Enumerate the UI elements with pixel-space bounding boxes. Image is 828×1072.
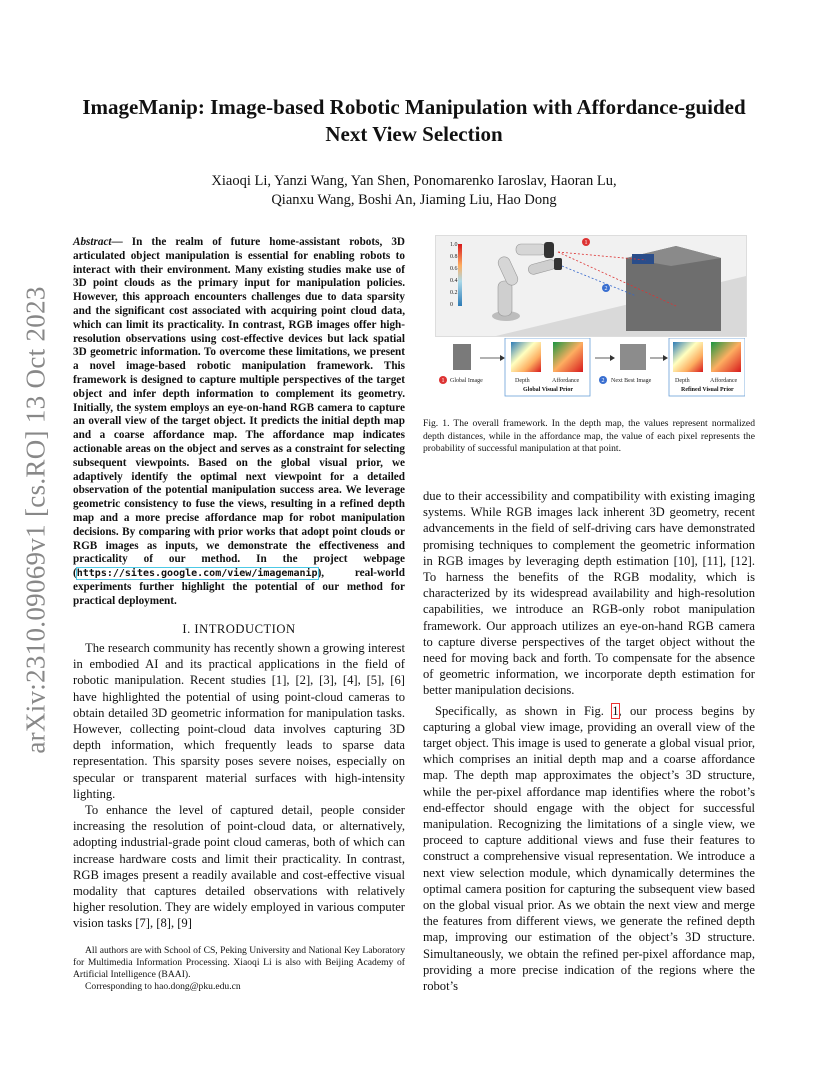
svg-text:2: 2 <box>601 378 605 384</box>
global-depth-map <box>511 342 541 372</box>
figure-1 <box>423 233 755 403</box>
refined-affordance-map <box>711 342 741 372</box>
label-depth-refined: Depth <box>675 378 690 384</box>
svg-text:2: 2 <box>604 286 608 292</box>
colorbar-tick: 1.0 <box>450 242 458 248</box>
cabinet-icon <box>626 246 721 331</box>
footnote <box>73 945 405 993</box>
label-refined-prior: Refined Visual Prior <box>681 387 734 393</box>
label-next-image: Next Best Image <box>611 378 652 384</box>
colorbar-tick: 0 <box>450 302 453 308</box>
global-affordance-map <box>553 342 583 372</box>
abstract-label: Abstract <box>73 236 112 248</box>
abstract <box>73 236 405 609</box>
right-paragraph-2 <box>423 703 755 995</box>
figure-caption: Fig. 1. The overall framework. In the depth map, the values represent normalized depth distances, while in the affordance map, the value of each pixel represents the probability of successful manipulation at that point. <box>423 418 755 454</box>
global-image-thumb <box>453 344 471 370</box>
pipeline-row <box>435 338 745 400</box>
next-image-thumb <box>620 344 646 370</box>
label-affordance-refined: Affordance <box>710 378 738 384</box>
abstract-text: — In the realm of future home-assistant robots, 3D articulated object manipulation is essential for enabling robots to interact with their environment. Many existing studies make use of 3D point clouds as the primary input for manipulation policies. However, this approach encounters challenges due to data sparsity and the significant cost associated with acquiring point cloud data, which can limit its practicality. In contrast, RGB images offer high-resolution observations using cost-effective devices but lack spatial 3D geometric information. To overcome these limitations, we present a novel image-based robotic manipulation framework. This framework is designed to capture multiple perspectives of the target object and infer depth information to complement its geometry. Initially, the system employs an eye-on-hand RGB camera to capture an overall view of the target object. It predicts the initial depth map and a coarse affordance map. The affordance map indicates actionable areas on the object and serves as a constraint for selecting subsequent viewpoints. Based on the global visual prior, we adaptively identify the optimal next viewpoint for a detailed observation of the potential manipulation success area. We leverage geometric consistency to fuse the views, resulting in a refined depth map and a more precise affordance map for robot manipulation decisions. By comparing with prior works that adopt point clouds or RGB images as inputs, we demonstrate the effectiveness and practicality of our method. In the project webpage ( <box>73 236 405 580</box>
label-global-image: Global Image <box>450 378 483 384</box>
right-p2-rest: , our process begins by capturing a global view image, providing an overall view of the target object. This image is used to generate a global visual prior, which comprises an initial depth map and a coarse affordance map. The depth map approximates the object’s 3D structure, while the per-pixel affordance map identifies where the robot’s end-effector should engage with the object for successful manipulation. Recognizing the limitations of a single view, we proceed to capture additional views and fuse their features to construct a comprehensive visual representation. We introduce a next view selection module, which dynamically determines the optimal camera position for capturing the subsequent view based on the global visual prior. As we obtain the next view and merge the features from different views, we generate the refined depth map, improving our estimation of the object’s 3D structure. Simultaneously, we obtain the refined per-pixel affordance map, providing a more precise indication of the regions where the robot’s <box>423 703 755 994</box>
authors-line-2: Qianxu Wang, Boshi An, Jiaming Liu, Hao Dong <box>271 192 557 208</box>
refined-depth-map <box>673 342 703 372</box>
label-depth: Depth <box>515 378 530 384</box>
intro-right-column <box>423 488 755 994</box>
label-affordance: Affordance <box>552 378 580 384</box>
project-webpage-link[interactable]: https://sites.google.com/view/imagemanip <box>76 568 318 580</box>
title-line-1: ImageManip: Image-based Robotic Manipulation with Affordance-guided <box>82 95 746 119</box>
arxiv-sidebar <box>16 275 56 765</box>
paper-title <box>60 94 768 148</box>
label-global-prior: Global Visual Prior <box>523 387 574 393</box>
right-paragraph-1: due to their accessibility and compatibility with existing imaging systems. While RGB images lack inherent 3D geometry, recent advancements in the field of self-driving cars have demonstrated promising techniques to complement the geometric information in RGB images by leveraging depth estimation [10], [11], [12]. To harness the benefits of the RGB modality, which is characterized by its widespread availability and high-resolution capabilities, we introduce an RGB-only robot manipulation framework. Our approach utilizes an eye-on-hand RGB camera to capture diverse perspectives of the target object without the need for moving back and forth. To compensate for the absence of geometric information, we incorporate depth estimation for better manipulation decisions. <box>423 489 755 698</box>
abstract-text-end: ), real-world experiments further highlight the potential of our method for practical deployment. <box>73 567 405 607</box>
intro-paragraph: The research community has recently shown a growing interest in embodied AI and its practical applications in the field of robotic manipulation. Recent studies [1], [2], [3], [4], [5], [6] have highlighted the potential of using point-cloud cameras to obtain detailed 3D geometric information for manipulation tasks. However, collecting point-cloud data involves capturing 3D depth information, which frequently leads to sparse data representation. This sparsity poses severe noises, especially on specular or transparent material surfaces with high-intensity lighting. <box>73 641 405 801</box>
right-p2-start: Specifically, as shown in Fig. <box>435 703 613 718</box>
section-heading: I. INTRODUCTION <box>182 622 296 636</box>
robot-scene-image <box>435 235 747 337</box>
author-list <box>100 172 728 210</box>
footnote-contact: Corresponding to hao.dong@pku.edu.cn <box>85 981 241 992</box>
title-line-2: Next View Selection <box>325 122 503 146</box>
svg-text:1: 1 <box>441 378 445 384</box>
intro-paragraph: To enhance the level of captured detail, people consider increasing the resolution of point-cloud data, or alternatively, adopting industrial-grade point cloud cameras, both of which can increase hardware costs and limit their practicality. In contrast, RGB images present a readily available and cost-effective visual modality that captures detailed observations with relatively higher resolution. They are widely employed in various computer vision tasks [7], [8], [9] <box>73 803 405 931</box>
authors-line-1: Xiaoqi Li, Yanzi Wang, Yan Shen, Ponomarenko Iaroslav, Haoran Lu, <box>211 173 617 189</box>
colorbar <box>458 244 462 306</box>
colorbar-tick: 0.6 <box>450 266 458 272</box>
robot-scene-illustration <box>436 236 746 336</box>
colorbar-tick: 0.4 <box>450 278 458 284</box>
arxiv-identifier: arXiv:2310.09069v1 [cs.RO] 13 Oct 2023 <box>20 286 51 754</box>
colorbar-tick: 0.2 <box>450 290 458 296</box>
footnote-affiliation: All authors are with School of CS, Peking University and National Key Laboratory for Multimedia Information Processing. Xiaoqi Li is also with Beijing Academy of Artificial Intelligence (BAAI). <box>73 945 405 980</box>
svg-text:1: 1 <box>584 240 588 246</box>
figure-reference-link[interactable]: 1 <box>612 703 619 718</box>
colorbar-tick: 0.8 <box>450 254 458 260</box>
intro-left-column <box>73 640 405 932</box>
pipeline-diagram <box>435 338 745 400</box>
